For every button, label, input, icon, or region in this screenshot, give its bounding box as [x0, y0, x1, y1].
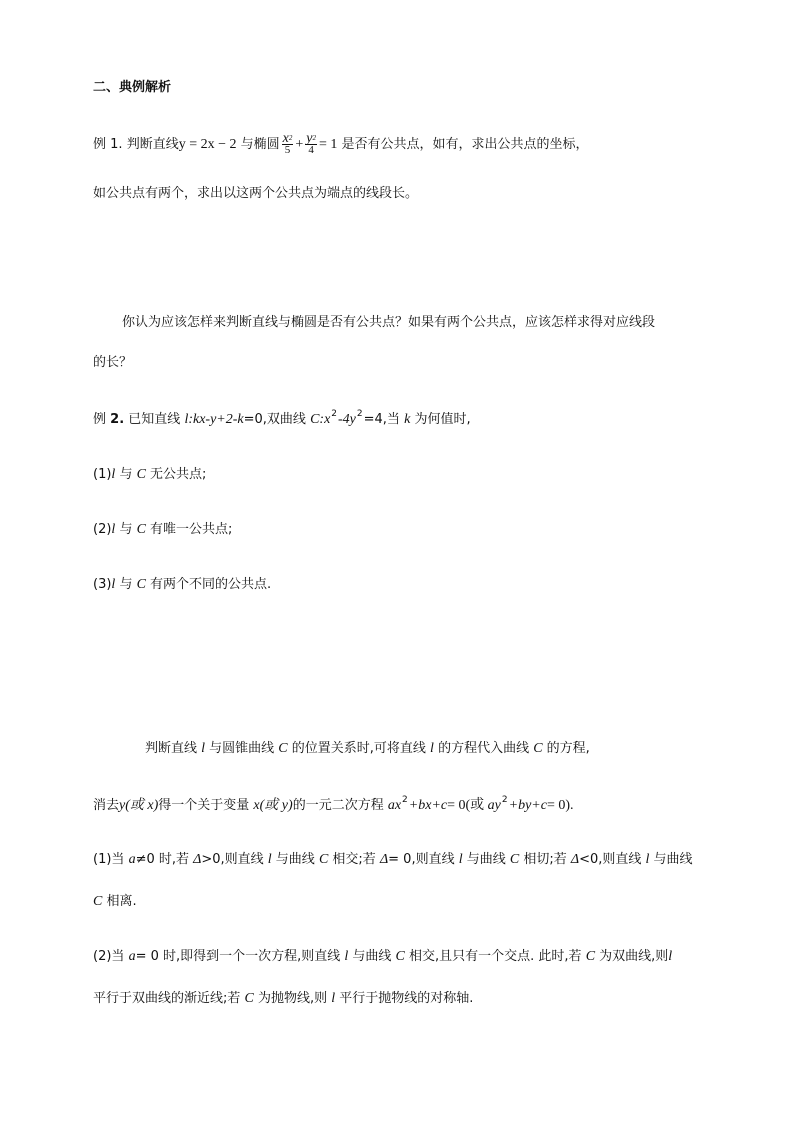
example-1-line-2: [93, 185, 418, 203]
variable-k: k: [404, 412, 411, 427]
think-text-1: 你认为应该怎样来判断直线与椭圆是否有公共点？如果有两个公共点，应该怎样求得对应线段: [122, 315, 656, 330]
example-1-label: 例 1.: [93, 137, 123, 152]
think-paragraph-line-1: [122, 314, 655, 332]
think-paragraph-line-2: [93, 354, 132, 372]
hyperbola-eq-part-1: C:x: [310, 412, 331, 427]
hyperbola-eq-part-3: =4,当: [363, 412, 400, 427]
method-line-2: 消去y(或 x)得一个关于变量 x(或 y)的一元二次方程 $ax^2+bx+c= 0$(或 $ay^2+by+c= 0$).: [93, 795, 574, 813]
line-l-equation: l:kx-y+2-k: [184, 412, 244, 427]
line-equation: y = 2x − 2: [178, 137, 237, 152]
think-text-2: 的长？: [93, 355, 133, 370]
example-2-item-2: (2)l 与 C 有唯一公共点;: [93, 522, 233, 537]
case-1-line-1: (1)当 a≠0 时,若 Δ>0,则直线 l 与曲线 C 相交;若 Δ= 0,则直线 l 与曲线 C 相切;若 Δ<0,则直线 l 与曲线: [93, 852, 693, 867]
equals-one: = 1: [319, 137, 338, 152]
plus-sign: +: [295, 137, 304, 152]
fraction-x-over-5: $\frac{x^2}{5}$: [282, 131, 293, 156]
example-2-item-1: (1)l 与 C 无公共点;: [93, 467, 207, 482]
example-2-text-2: =0,双曲线: [243, 412, 306, 427]
example-2-line: 例 2. 已知直线 l:kx-y+2-k=0,双曲线 $C:x^2-4y^2=4$,当 k 为何值时,: [93, 409, 471, 427]
example-1-text: 判断直线: [126, 137, 179, 152]
case-2-line-2: 平行于双曲线的渐近线;若 C 为抛物线,则 l 平行于抛物线的对称轴.: [93, 991, 474, 1006]
example-1-text-3: 是否有公共点，如有，求出公共点的坐标，: [341, 137, 589, 152]
section-title-text: 二、典例解析: [93, 80, 172, 95]
method-line-1: 判断直线 l 与圆锥曲线 C 的位置关系时,可将直线 l 的方程代入曲线 C 的方程,: [145, 741, 590, 756]
example-2-label: 例: [93, 412, 107, 427]
example-1-text-2: 与椭圆: [240, 137, 280, 152]
example-2-item-3: (3)l 与 C 有两个不同的公共点.: [93, 577, 272, 592]
example-2-text-3: 为何值时,: [414, 412, 471, 427]
section-title: [93, 79, 171, 97]
example-2-number: 2.: [110, 412, 125, 427]
case-1-line-2: C 相离.: [93, 894, 137, 909]
fraction-y-over-4: $\frac{y^2}{4}$: [306, 131, 316, 156]
example-2-text: 已知直线: [128, 412, 181, 427]
example-1-question: 如公共点有两个，求出以这两个公共点为端点的线段长。: [93, 186, 419, 201]
example-1-line-1: [93, 133, 589, 156]
hyperbola-eq-part-2: -4y: [338, 412, 356, 427]
case-2-line-1: (2)当 a= 0 时,即得到一个一次方程,则直线 l 与曲线 C 相交,且只有一个交点. 此时,若 C 为双曲线,则l: [93, 949, 673, 964]
